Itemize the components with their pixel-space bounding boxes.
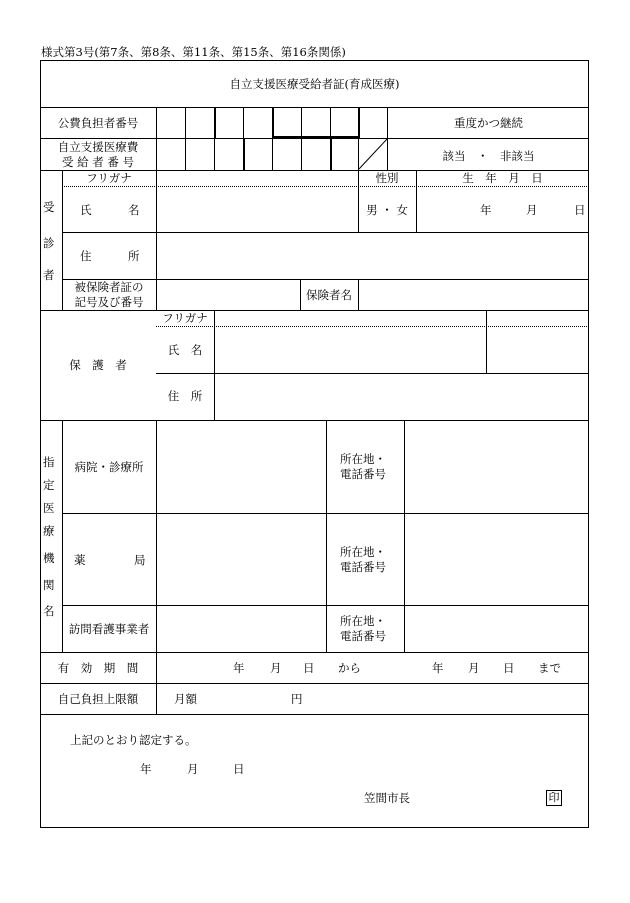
rule-dotted (156, 326, 589, 327)
certification-year: 年 (140, 762, 152, 776)
nursing-address-phone-line1: 所在地・ (340, 614, 386, 628)
insurer-name-label: 保険者名 (306, 288, 352, 302)
rule-dotted (62, 186, 589, 187)
rule (214, 107, 216, 138)
rule (156, 420, 157, 714)
rule (40, 107, 589, 108)
rule (185, 107, 186, 138)
patient-address-label-2: 所 (128, 249, 140, 263)
guardian-furigana-label: フリガナ (162, 311, 208, 325)
rule (301, 138, 302, 170)
guardian-name-label: 氏 名 (167, 343, 203, 357)
monthly-amount-label: 月額 (174, 692, 197, 706)
rule (40, 652, 589, 653)
rule (62, 420, 63, 652)
rule (214, 310, 215, 420)
birth-day: 日 (574, 203, 586, 217)
guardian-address-label: 住 所 (167, 389, 203, 403)
birth-date-label: 生 年 月 日 (462, 171, 543, 185)
institution-side-label-4: 療 (43, 524, 55, 538)
institution-side-label-7: 名 (43, 604, 55, 618)
insured-card-label-line1: 被保険者証の (74, 280, 144, 294)
yen-unit: 円 (291, 692, 303, 706)
guardian-label: 保 護 者 (69, 358, 127, 372)
gender-label: 性別 (375, 171, 399, 185)
rule (330, 138, 332, 170)
rule (272, 107, 274, 138)
rule (358, 107, 360, 138)
recipient-number-label-line2: 受 給 者 番 号 (61, 155, 135, 169)
certification-month: 月 (187, 762, 199, 776)
rule (214, 138, 215, 170)
form-title: 自立支援医療受給者証(育成医療) (229, 77, 400, 91)
rule (185, 138, 186, 170)
rule (358, 279, 359, 310)
rule (326, 420, 327, 652)
rule (243, 138, 245, 170)
nursing-address-phone-line2: 電話番号 (340, 629, 386, 643)
validity-until-day: 日 (503, 661, 515, 675)
official-seal-icon: 印 (546, 790, 562, 806)
rule (404, 420, 405, 652)
insured-card-label-line2: 記号及び番号 (74, 295, 144, 309)
rule (272, 136, 359, 138)
pharmacy-address-phone-line1: 所在地・ (340, 545, 386, 559)
pharmacy-label-2: 局 (134, 553, 146, 567)
institution-side-label-5: 機 (43, 551, 55, 565)
serious-continuation-label: 重度かつ継続 (454, 116, 523, 130)
rule (330, 107, 331, 138)
birth-year: 年 (480, 203, 492, 217)
pharmacy-address-phone-line2: 電話番号 (340, 560, 386, 574)
rule (243, 107, 244, 138)
rule (40, 714, 589, 715)
institution-side-label-3: 医 (43, 501, 55, 515)
rule (156, 373, 589, 374)
patient-furigana-label: フリガナ (86, 171, 132, 185)
validity-from-year: 年 (233, 661, 245, 675)
institution-side-label-1: 指 (43, 455, 55, 469)
validity-until-text: まで (538, 661, 561, 675)
validity-from-text: から (338, 661, 361, 675)
validity-until-year: 年 (432, 661, 444, 675)
patient-name-label-1: 氏 (80, 203, 92, 217)
patient-side-label-3: 者 (43, 268, 55, 282)
patient-address-label-1: 住 (80, 249, 92, 263)
visiting-nursing-label: 訪問看護事業者 (68, 622, 150, 636)
rule (486, 310, 487, 373)
validity-until-month: 月 (468, 661, 480, 675)
validity-period-label: 有 効 期 間 (57, 661, 139, 675)
rule (40, 138, 589, 139)
rule (272, 138, 273, 170)
institution-side-label-6: 関 (43, 578, 55, 592)
hospital-address-phone-line2: 電話番号 (340, 467, 386, 481)
rule (62, 232, 589, 233)
mayor-title: 笠間市長 (364, 791, 410, 805)
recipient-number-label-line1: 自立支援医療費 (57, 140, 139, 154)
birth-month: 月 (526, 203, 538, 217)
hospital-address-phone-line1: 所在地・ (340, 452, 386, 466)
rule (301, 107, 302, 138)
rule (40, 310, 589, 311)
validity-from-day: 日 (303, 661, 315, 675)
applicable-options[interactable]: 該当 ・ 非該当 (442, 149, 535, 163)
copay-limit-label: 自己負担上限額 (57, 692, 139, 706)
rule (40, 683, 589, 684)
certification-statement: 上記のとおり認定する。 (70, 733, 197, 747)
patient-side-label-2: 診 (43, 236, 55, 250)
rule (156, 107, 157, 311)
validity-from-month: 月 (270, 661, 282, 675)
patient-name-label-2: 名 (128, 203, 140, 217)
pharmacy-label-1: 薬 (74, 553, 86, 567)
gender-options[interactable]: 男 ・ 女 (366, 203, 408, 217)
hospital-clinic-label: 病院・診療所 (74, 460, 144, 474)
rule (40, 420, 589, 421)
patient-side-label-1: 受 (43, 200, 55, 214)
diagonal-strike (358, 138, 388, 170)
institution-side-label-2: 定 (43, 478, 55, 492)
certification-day: 日 (233, 762, 245, 776)
public-payer-number-label: 公費負担者番号 (57, 116, 139, 130)
form-number-header: 様式第3号(第7条、第8条、第11条、第15条、第16条関係) (41, 45, 346, 59)
